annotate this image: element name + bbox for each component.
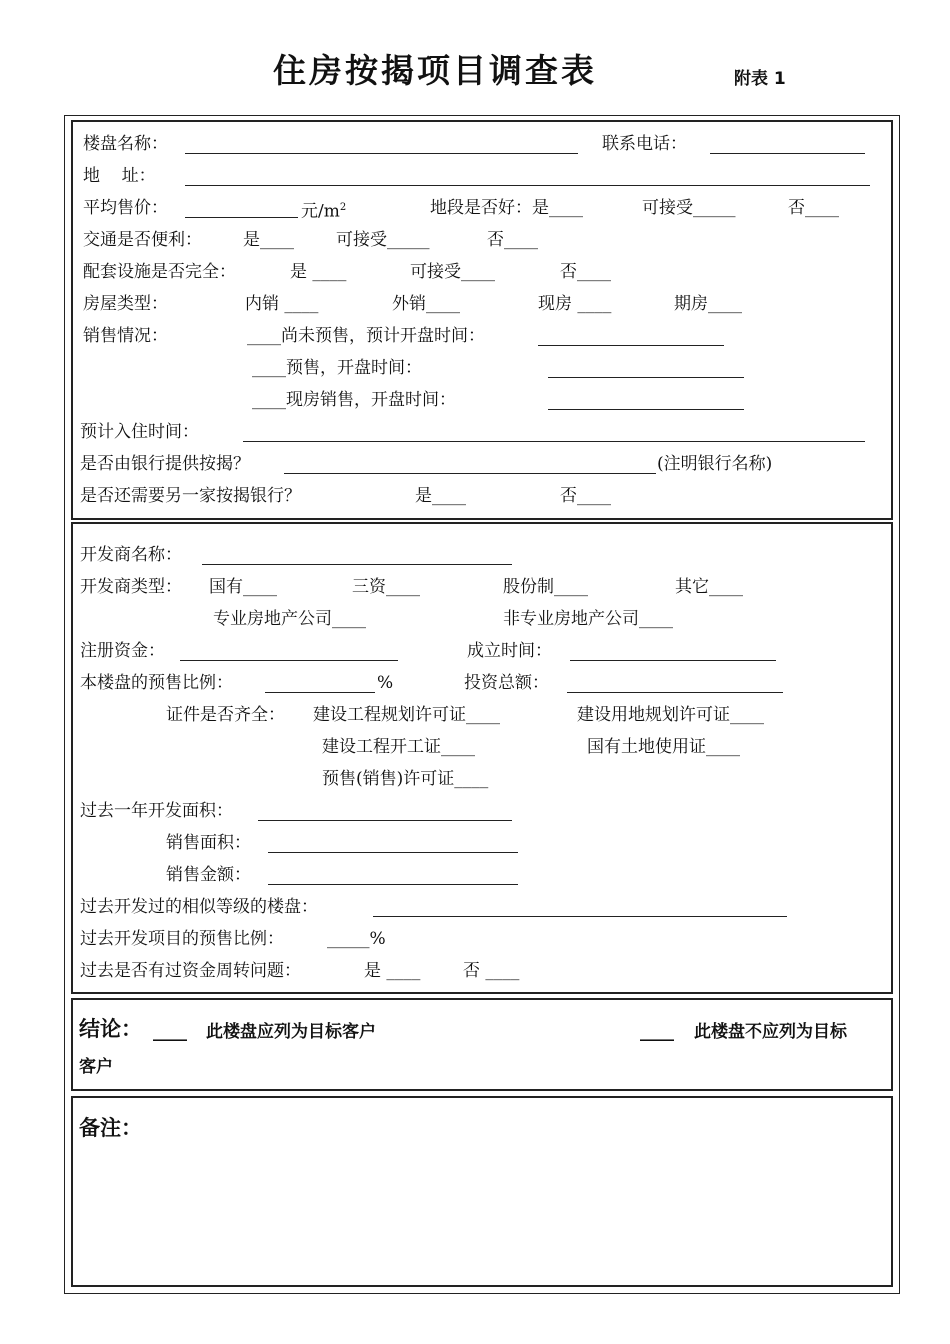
price-unit: 元$/m^2$ [301, 201, 347, 222]
transport-acceptable-option[interactable]: 可接受_____ [336, 230, 430, 250]
past-presale-label: 过去开发项目的预售比例： [80, 929, 284, 949]
location-yes-option[interactable]: 地段是否好：是____ [430, 198, 583, 218]
similar-projects-label: 过去开发过的相似等级的楼盘： [80, 897, 318, 917]
facilities-yes-option[interactable]: 是 ____ [290, 262, 347, 282]
type-foreign-option[interactable]: 三资____ [352, 577, 420, 597]
sales-amount-field[interactable] [268, 884, 518, 885]
sales-presale-date-field[interactable] [548, 377, 744, 378]
developer-section [71, 522, 893, 994]
type-nonspecialized-option[interactable]: 非专业房地产公司____ [503, 609, 673, 629]
conclusion-label: 结论： [79, 1017, 142, 1041]
conclusion-no-text-cont: 客户 [79, 1057, 113, 1077]
investment-label: 投资总额： [464, 673, 549, 693]
capital-field[interactable] [180, 660, 398, 661]
cert-construction-option[interactable]: 建设工程开工证____ [322, 737, 475, 757]
avg-price-label: 平均售价： [83, 198, 168, 218]
conclusion-yes-text: 此楼盘应列为目标客户 [206, 1022, 376, 1042]
move-in-field[interactable] [243, 441, 865, 442]
investment-field[interactable] [567, 692, 783, 693]
house-future-option[interactable]: 期房____ [674, 294, 742, 314]
remarks-label: 备注： [79, 1116, 142, 1140]
conclusion-yes-blank[interactable]: ____ [153, 1022, 187, 1042]
developer-name-field[interactable] [202, 564, 512, 565]
location-no-option[interactable]: 否____ [788, 198, 839, 218]
house-ready-option[interactable]: 现房 ____ [538, 294, 612, 314]
sales-ready-option[interactable]: ____现房销售，开盘时间： [252, 390, 456, 410]
phone-field[interactable] [710, 153, 865, 154]
building-name-field[interactable] [185, 153, 578, 154]
established-field[interactable] [570, 660, 776, 661]
past-presale-field[interactable]: _____% [327, 929, 386, 949]
similar-projects-field[interactable] [373, 916, 787, 917]
facilities-no-option[interactable]: 否____ [560, 262, 611, 282]
move-in-label: 预计入住时间： [80, 422, 199, 442]
bank-field[interactable] [284, 473, 656, 474]
sales-not-presold-date-field[interactable] [538, 345, 724, 346]
transport-no-option[interactable]: 否____ [487, 230, 538, 250]
house-type-label: 房屋类型： [83, 294, 168, 314]
cert-land-use-option[interactable]: 国有土地使用证____ [587, 737, 740, 757]
type-other-option[interactable]: 其它____ [675, 577, 743, 597]
remarks-section[interactable] [71, 1096, 893, 1287]
sales-label: 销售情况： [83, 326, 168, 346]
transport-yes-option[interactable]: 是____ [243, 230, 294, 250]
past-area-field[interactable] [258, 820, 512, 821]
presale-ratio-percent: % [377, 673, 394, 693]
conclusion-no-text: 此楼盘不应列为目标 [694, 1022, 847, 1042]
bank-label: 是否由银行提供按揭？ [80, 454, 250, 474]
conclusion-no-blank[interactable]: ____ [640, 1022, 674, 1042]
transport-label: 交通是否便利： [83, 230, 202, 250]
cashflow-yes-option[interactable]: 是 ____ [364, 961, 421, 981]
address-label: 地 址： [83, 166, 156, 186]
sales-area-field[interactable] [268, 852, 518, 853]
cert-planning-option[interactable]: 建设工程规划许可证____ [313, 705, 500, 725]
type-state-option[interactable]: 国有____ [209, 577, 277, 597]
address-field[interactable] [185, 185, 870, 186]
sales-amount-label: 销售金额： [166, 865, 251, 885]
cert-land-planning-option[interactable]: 建设用地规划许可证____ [577, 705, 764, 725]
avg-price-field[interactable] [185, 217, 298, 218]
another-bank-label: 是否还需要另一家按揭银行？ [80, 486, 301, 506]
sales-presale-option[interactable]: ____预售，开盘时间： [252, 358, 422, 378]
cashflow-no-option[interactable]: 否 ____ [463, 961, 520, 981]
facilities-acceptable-option[interactable]: 可接受____ [410, 262, 495, 282]
certs-label: 证件是否齐全： [166, 705, 285, 725]
cashflow-label: 过去是否有过资金周转问题： [80, 961, 301, 981]
cert-presale-option[interactable]: 预售(销售)许可证____ [322, 769, 489, 789]
building-name-label: 楼盘名称： [83, 134, 168, 154]
sales-not-presold-option[interactable]: ____尚未预售，预计开盘时间： [247, 326, 485, 346]
type-specialized-option[interactable]: 专业房地产公司____ [213, 609, 366, 629]
capital-label: 注册资金： [80, 641, 165, 661]
phone-label: 联系电话： [602, 134, 687, 154]
page-title: 住房按揭项目调查表 [273, 51, 597, 90]
facilities-label: 配套设施是否完全： [83, 262, 236, 282]
another-bank-yes-option[interactable]: 是____ [415, 486, 466, 506]
location-acceptable-option[interactable]: 可接受_____ [642, 198, 736, 218]
house-domestic-option[interactable]: 内销 ____ [245, 294, 319, 314]
type-shareholding-option[interactable]: 股份制____ [503, 577, 588, 597]
attachment-label: 附表 1 [734, 69, 786, 89]
sales-ready-date-field[interactable] [548, 409, 744, 410]
sales-area-label: 销售面积： [166, 833, 251, 853]
another-bank-no-option[interactable]: 否____ [560, 486, 611, 506]
past-area-label: 过去一年开发面积： [80, 801, 233, 821]
house-foreign-option[interactable]: 外销____ [392, 294, 460, 314]
presale-ratio-label: 本楼盘的预售比例： [80, 673, 233, 693]
established-label: 成立时间： [467, 641, 552, 661]
developer-name-label: 开发商名称： [80, 545, 182, 565]
presale-ratio-field[interactable] [265, 692, 375, 693]
developer-type-label: 开发商类型： [80, 577, 182, 597]
bank-note: (注明银行名称) [657, 454, 773, 474]
conclusion-section [71, 998, 893, 1091]
